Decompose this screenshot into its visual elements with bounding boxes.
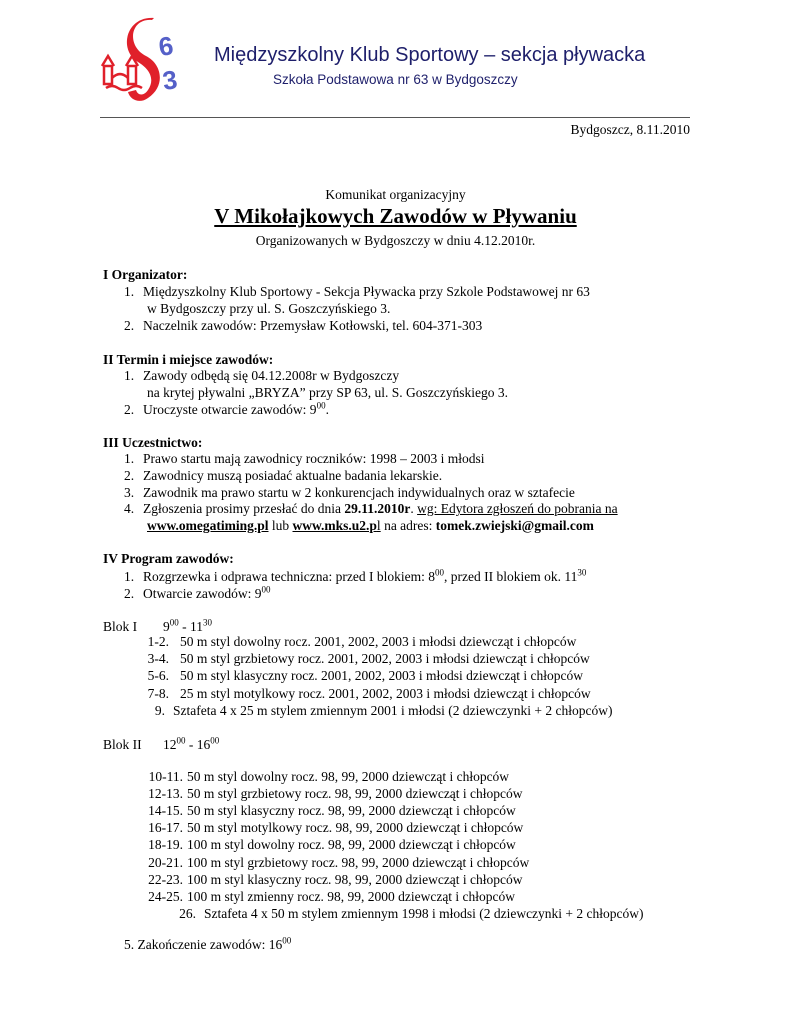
list-item: 1. Prawo startu mają zawodnicy roczników: 1998 – 2003 i młodsi (124, 451, 485, 466)
event-description: 100 m styl zmienny rocz. 98, 99, 2000 dziewcząt i chłopców (187, 888, 516, 904)
section-heading-program: IV Program zawodów: (103, 551, 234, 566)
entry-editor-link[interactable]: wg: Edytora zgłoszeń do pobrania na (417, 501, 618, 516)
event-number: 22-23. (148, 871, 183, 887)
event-description: 50 m styl grzbietowy rocz. 98, 99, 2000 dziewcząt i chłopców (187, 786, 523, 802)
event-description: 50 m styl motylkowy rocz. 98, 99, 2000 dziewcząt i chłopców (187, 820, 524, 836)
event-description: 100 m styl klasyczny rocz. 98, 99, 2000 dziewcząt i chłopców (187, 871, 523, 887)
list-item: 2. Naczelnik zawodów: Przemysław Kotłowski, tel. 604-371-303 (124, 318, 483, 333)
list-item: 2. Uroczyste otwarcie zawodów: $9^{00}$. (124, 400, 329, 417)
section-heading-date-place: II Termin i miejsce zawodów: (103, 352, 274, 367)
deadline-date: 29.11.2010r (344, 501, 411, 516)
header-subtitle: Szkoła Podstawowa nr 63 w Bydgoszczy (273, 72, 518, 87)
club-logo (100, 16, 192, 106)
section-heading-organizer: I Organizator: (103, 267, 188, 282)
event-number: 1-2. (147, 634, 169, 649)
event-description: 25 m styl motylkowy rocz. 2001, 2002, 2003 i młodsi dziewcząt i chłopców (180, 685, 591, 701)
event-number: 18-19. (148, 837, 183, 853)
omegatiming-link[interactable]: www.omegatiming.pl (147, 518, 269, 533)
event-description: 50 m styl dowolny rocz. 98, 99, 2000 dziewcząt i chłopców (187, 769, 510, 784)
section-heading-participation: III Uczestnictwo: (103, 435, 203, 450)
block-2-label: Blok II (103, 737, 142, 752)
event-description: 50 m styl grzbietowy rocz. 2001, 2002, 2003 i młodsi dziewcząt i chłopców (180, 651, 590, 667)
event-description: 100 m styl dowolny rocz. 98, 99, 2000 dziewcząt i chłopców (187, 837, 516, 853)
event-number: 14-15. (148, 803, 183, 819)
event-description: Sztafeta 4 x 50 m stylem zmiennym 1998 i młodsi (2 dziewczynki + 2 chłopców) (204, 905, 644, 921)
list-item: 2. Zawodnicy muszą posiadać aktualne badania lekarskie. (124, 468, 443, 483)
block-1-time: $9^{00} - 11^{30}$ (163, 617, 212, 634)
event-number: 10-11. (148, 769, 183, 784)
event-number: 12-13. (148, 786, 183, 802)
event-description: 100 m styl grzbietowy rocz. 98, 99, 2000 dziewcząt i chłopców (187, 854, 530, 870)
mks-link[interactable]: www.mks.u2.p (292, 518, 377, 533)
list-item-continuation: w Bydgoszczy przy ul. S. Goszczyńskiego 3. (147, 301, 391, 316)
document-title: V Mikołajkowych Zawodów w Pływaniu (214, 204, 577, 228)
event-description: 50 m styl dowolny rocz. 2001, 2002, 2003 i młodsi dziewcząt i chłopców (180, 634, 577, 649)
event-number: 5-6. (147, 668, 169, 684)
list-item: 4. Zgłoszenia prosimy przesłać do dnia 29.11.2010r. wg: Edytora zgłoszeń do pobrania na (124, 501, 618, 516)
list-item: 1. Międzyszkolny Klub Sportowy - Sekcja Pływacka przy Szkole Podstawowej nr 63 (124, 284, 590, 299)
block-1-label: Blok I (103, 619, 138, 634)
header-divider (100, 117, 690, 118)
document-date: Bydgoszcz, 8.11.2010 (570, 122, 690, 137)
block-2-time: $12^{00} - 16^{00}$ (163, 735, 220, 752)
svg-text:6: 6 (156, 30, 176, 62)
list-item: 3. Zawodnik ma prawo startu w 2 konkurencjach indywidualnych oraz w sztafecie (124, 485, 575, 500)
list-item: 1. Rozgrzewka i odprawa techniczna: przed I blokiem: $8^{00}$, przed II blokiem ok. $11^{30}$ (124, 567, 587, 584)
document-subtitle: Organizowanych w Bydgoszczy w dniu 4.12.2010r. (255, 233, 536, 248)
event-number: 20-21. (148, 854, 183, 870)
event-description: 50 m styl klasyczny rocz. 2001, 2002, 2003 i młodsi dziewcząt i chłopców (180, 668, 584, 684)
list-item: 2. Otwarcie zawodów: $9^{00}$ (124, 584, 271, 601)
closing-line: 5. Zakończenie zawodów: $16^{00}$ (124, 935, 292, 952)
event-number: 26. (179, 905, 196, 921)
document-type: Komunikat organizacyjny (325, 187, 466, 202)
event-number: 16-17. (148, 820, 183, 836)
header-title: Międzyszkolny Klub Sportowy – sekcja pływacka (214, 44, 646, 66)
event-number: 3-4. (147, 651, 169, 667)
svg-text:3: 3 (160, 64, 180, 96)
event-number: 9. (154, 702, 165, 718)
list-item-continuation: na krytej pływalni „BRYZA” przy SP 63, ul. S. Goszczyńskiego 3. (147, 385, 508, 400)
event-number: 24-25. (148, 888, 183, 904)
list-item-continuation: www.omegatiming.pl lub www.mks.u2.pl na adres: tomek.zwiejski@gmail.com (147, 518, 594, 533)
event-number: 7-8. (147, 685, 169, 701)
event-description: Sztafeta 4 x 25 m stylem zmiennym 2001 i młodsi (2 dziewczynki + 2 chłopców) (173, 702, 613, 718)
contact-email[interactable]: tomek.zwiejski@gmail.com (435, 518, 594, 533)
event-description: 50 m styl klasyczny rocz. 98, 99, 2000 dziewcząt i chłopców (187, 803, 516, 819)
list-item: 1. Zawody odbędą się 04.12.2008r w Bydgoszczy (124, 368, 400, 383)
